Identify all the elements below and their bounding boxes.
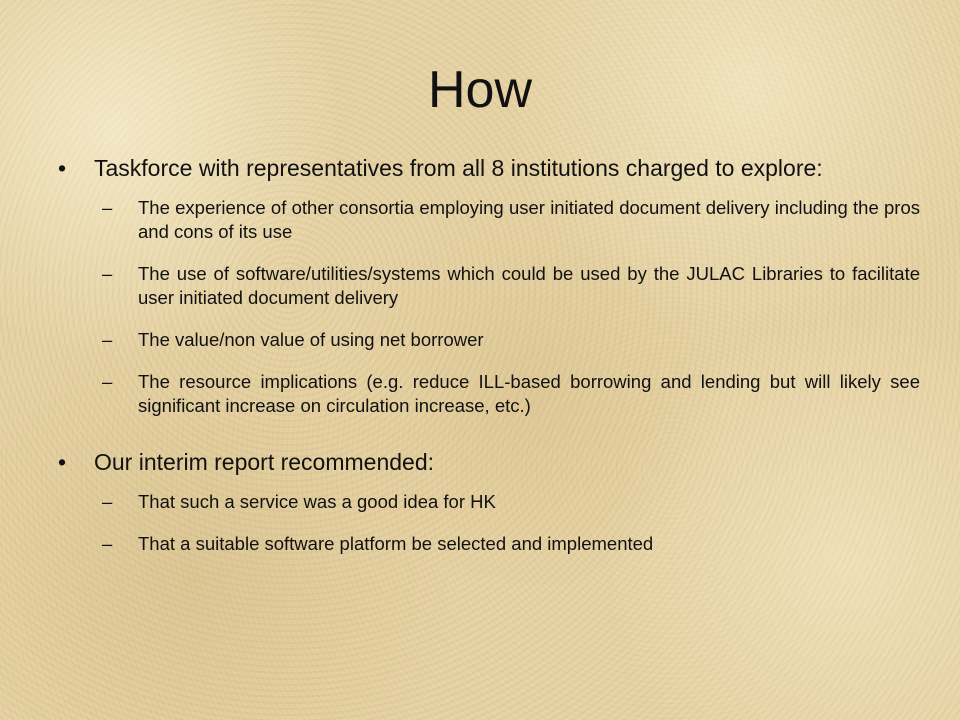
sub-item-text: The resource implications (e.g. reduce ILL-based borrowing and lending but will likely see significant increase on circulation increase, etc.) [138, 371, 920, 416]
sub-item-text: That a suitable software platform be selected and implemented [138, 533, 654, 554]
dash-marker: – [102, 371, 113, 392]
sub-list [58, 196, 920, 418]
dash-marker: – [102, 491, 113, 512]
sub-list [58, 490, 920, 556]
sub-item-text: The experience of other consortia employing user initiated document delivery including the pros and cons of its use [138, 197, 920, 242]
bullet-marker: • [58, 155, 67, 181]
sub-item-text: The value/non value of using net borrower [138, 329, 484, 350]
sub-item [58, 328, 920, 352]
dash-marker: – [102, 533, 113, 554]
bullet-text: Taskforce with representatives from all 8 institutions charged to explore: [94, 155, 823, 181]
bullet-item [58, 152, 920, 184]
bullet-item [58, 446, 920, 478]
sub-item-text: That such a service was a good idea for HK [138, 491, 496, 512]
bullet-marker: • [58, 449, 67, 475]
sub-item [58, 490, 920, 514]
sub-item [58, 532, 920, 556]
dash-marker: – [102, 329, 113, 350]
sub-item-text: The use of software/utilities/systems which could be used by the JULAC Libraries to facilitate user initiated document delivery [138, 263, 920, 308]
slide-content [58, 152, 920, 574]
sub-item [58, 196, 920, 244]
slide-title: How [427, 61, 533, 119]
sub-item [58, 262, 920, 310]
dash-marker: – [102, 263, 113, 284]
sub-item [58, 370, 920, 418]
dash-marker: – [102, 197, 113, 218]
bullet-text: Our interim report recommended: [94, 449, 435, 475]
